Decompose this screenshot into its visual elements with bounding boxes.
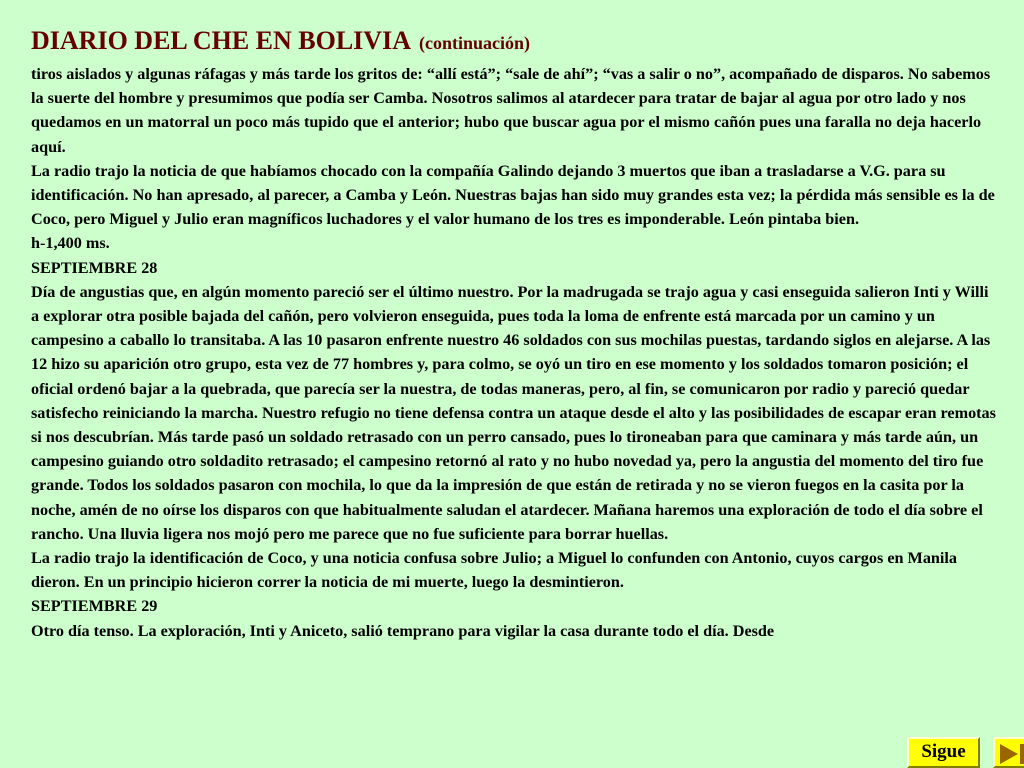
last-page-button[interactable] — [993, 737, 1024, 768]
page-title — [31, 20, 530, 57]
skip-to-end-icon — [998, 742, 1024, 766]
diary-text: tiros aislados y algunas ráfagas y más tarde los gritos de: “allí está”; “sale de ahí”; “vas a salir o no”, acompañado de disparos. No sabemos la suerte del hombre y presumimos que podía ser Camba. Nosotros salimos al atardecer para tratar de bajar al agua por otro lado y nos quedamos en un matorral un poco más tupido que el anterior; hubo que buscar agua por el mismo cañón pues una faralla no deja hacerlo aquí. La radio trajo la noticia de que habíamos chocado con la compañía Galindo dejando 3 muertos que iban a trasladarse a V.G. para su identificación. No han apresado, al parecer, a Camba y León. Nuestras bajas han sido muy grandes esta vez; la pérdida más sensible es la de Coco, pero Miguel y Julio eran magníficos luchadores y el valor humano de los tres es imponderable. León pintaba bien. h-1,400 ms. SEPTIEMBRE 28 Día de angustias que, en algún momento pareció ser el último nuestro. Por la madrugada se trajo agua y casi enseguida salieron Inti y Willi a explorar otra posible bajada del cañón, pero volvieron enseguida, pues toda la loma de enfrente está marcada por un camino y un campesino a caballo lo transitaba. A las 10 pasaron enfrente nuestro 46 soldados con sus mochilas puestas, tardando siglos en alejarse. A las 12 hizo su aparición otro grupo, esta vez de 77 hombres y, para colmo, se oyó un tiro en ese momento y los soldados tomaron posición; el oficial ordenó bajar a la quebrada, que parecía ser la nuestra, de todas maneras, pero, al fin, se comunicaron por radio y pareció quedar satisfecho reiniciando la marcha. Nuestro refugio no tiene defensa contra un ataque desde el alto y las posibilidades de escapar eran remotas si nos descubrían. Más tarde pasó un soldado retrasado con un perro cansado, pues lo tironeaban para que caminara y más tarde aún, un campesino guiando otro soldadito retrasado; el campesino retornó al rato y no hubo novedad ya, pero la angustia del momento del tiro fue grande. Todos los soldados pasaron con mochila, lo que da la impresión de que están de retirada y no se vieron fuegos en la casita por la noche, amén de no oírse los disparos con que habitualmente saludan el atardecer. Mañana haremos una exploración de todo el día sobre el rancho. Una lluvia ligera nos mojó pero me parece que no fue suficiente para borrar huellas. La radio trajo la identificación de Coco, y una noticia confusa sobre Julio; a Miguel lo confunden con Antonio, cuyos cargos en Manila dieron. En un principio hicieron correr la noticia de mi muerte, luego la desmintieron. SEPTIEMBRE 29 Otro día tenso. La exploración, Inti y Aniceto, salió temprano para vigilar la casa durante todo el día. Desde — [31, 65, 996, 640]
next-button[interactable]: Sigue — [907, 737, 980, 768]
title-main: DIARIO DEL CHE EN BOLIVIA — [31, 26, 411, 55]
title-subtitle: (continuación) — [418, 33, 530, 53]
